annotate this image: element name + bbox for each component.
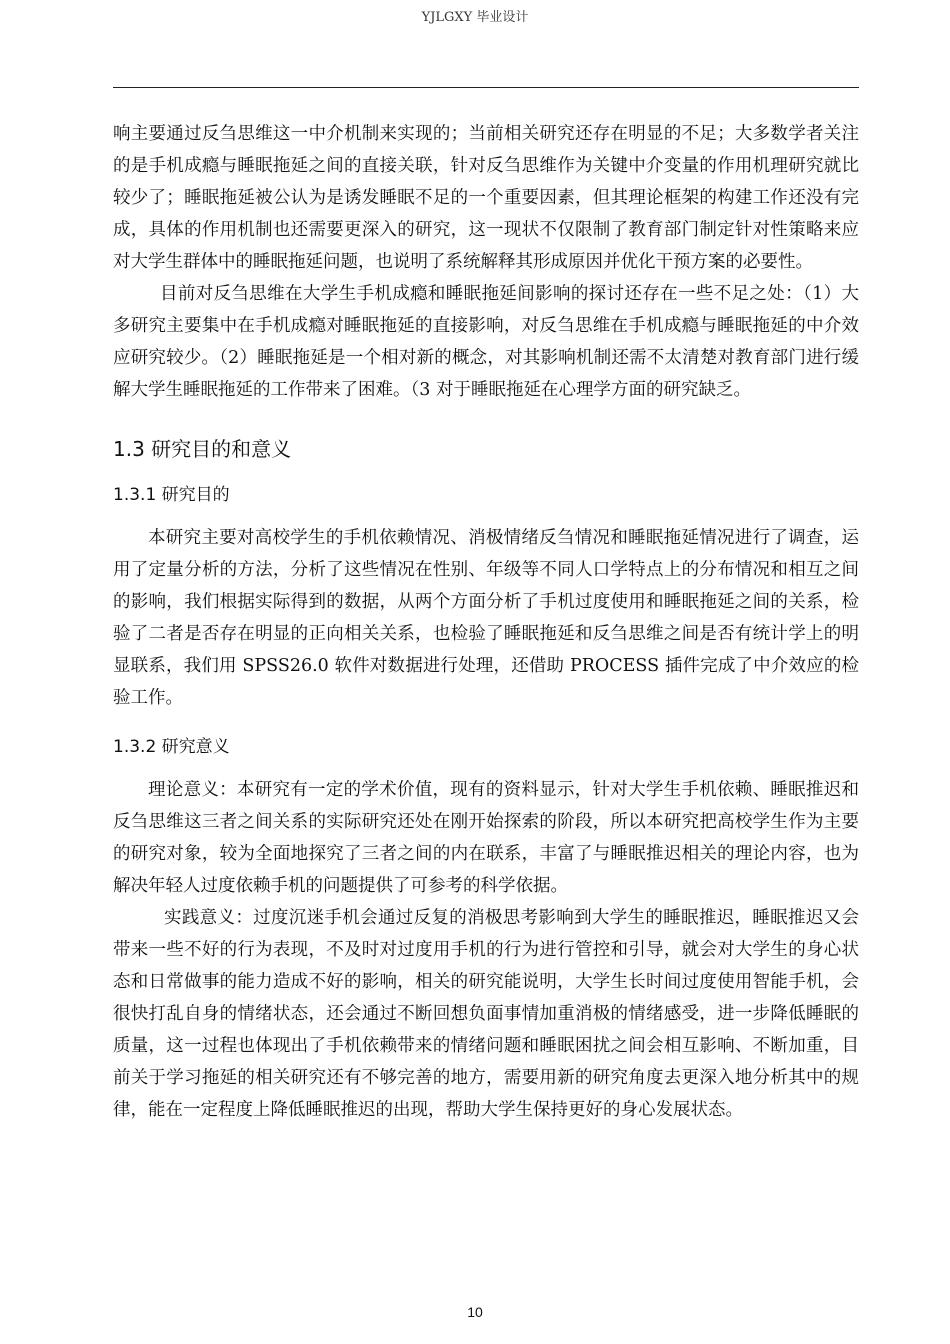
running-header: YJLGXY 毕业设计 [421, 10, 529, 25]
section-heading-1-3: 1.3 研究目的和意义 [113, 437, 292, 461]
paragraph-continuation: 响主要通过反刍思维这一中介机制来实现的；当前相关研究还存在明显的不足；大多数学者关注的是手机成瘾与睡眠拖延之间的直接关联，针对反刍思维作为关键中介变量的作用机理研究就比较少了；睡眠拖延被公认为是诱发睡眠不足的一个重要因素，但其理论框架的构建工作还没有完成，具体的作用机制也还需要更深入的研究，这一现状不仅限制了教育部门制定针对性策略来应对大学生群体中的睡眠拖延问题，也说明了系统解释其形成原因并优化干预方案的必要性。 [113, 124, 859, 272]
paragraph-shortcomings: 目前对反刍思维在大学生手机成瘾和睡眠拖延间影响的探讨还存在一些不足之处：（1）大多研究主要集中在手机成瘾对睡眠拖延的直接影响，对反刍思维在手机成瘾与睡眠拖延的中介效应研究较少。（2）睡眠拖延是一个相对新的概念，对其影响机制还需不太清楚对教育部门进行缓解大学生睡眠拖延的工作带来了困难。（3 对于睡眠拖延在心理学方面的研究缺乏。 [113, 284, 859, 400]
subsection-heading-1-3-1: 1.3.1 研究目的 [113, 485, 230, 505]
page-number: 10 [467, 1304, 483, 1320]
paragraph-practical-significance: 实践意义：过度沉迷手机会通过反复的消极思考影响到大学生的睡眠推迟，睡眠推迟又会带来一些不好的行为表现，不及时对过度用手机的行为进行管控和引导，就会对大学生的身心状态和日常做事的能力造成不好的影响，相关的研究能说明，大学生长时间过度使用智能手机，会很快打乱自身的情绪状态，还会通过不断回想负面事情加重消极的情绪感受，进一步降低睡眠的质量，这一过程也体现出了手机依赖带来的情绪问题和睡眠困扰之间会相互影响、不断加重，目前关于学习拖延的相关研究还有不够完善的地方，需要用新的研究角度去更深入地分析其中的规律，能在一定程度上降低睡眠推迟的出现，帮助大学生保持更好的身心发展状态。 [113, 908, 859, 1120]
subsection-heading-1-3-2: 1.3.2 研究意义 [113, 737, 230, 757]
paragraph-theoretical-significance: 理论意义：本研究有一定的学术价值，现有的资料显示，针对大学生手机依赖、睡眠推迟和反刍思维这三者之间关系的实际研究还处在刚开始探索的阶段，所以本研究把高校学生作为主要的研究对象，较为全面地探究了三者之间的内在联系，丰富了与睡眠推迟相关的理论内容，也为解决年轻人过度依赖手机的问题提供了可参考的科学依据。 [113, 780, 859, 896]
header-divider [113, 87, 859, 88]
page-body [113, 118, 859, 1126]
paragraph-research-purpose: 本研究主要对高校学生的手机依赖情况、消极情绪反刍情况和睡眠拖延情况进行了调查，运用了定量分析的方法，分析了这些情况在性别、年级等不同人口学特点上的分布情况和相互之间的影响，我们根据实际得到的数据，从两个方面分析了手机过度使用和睡眠拖延之间的关系，检验了二者是否存在明显的正向相关关系，也检验了睡眠拖延和反刍思维之间是否有统计学上的明显联系，我们用 SPSS26.0 软件对数据进行处理，还借助 PROCESS 插件完成了中介效应的检验工作。 [113, 528, 859, 708]
